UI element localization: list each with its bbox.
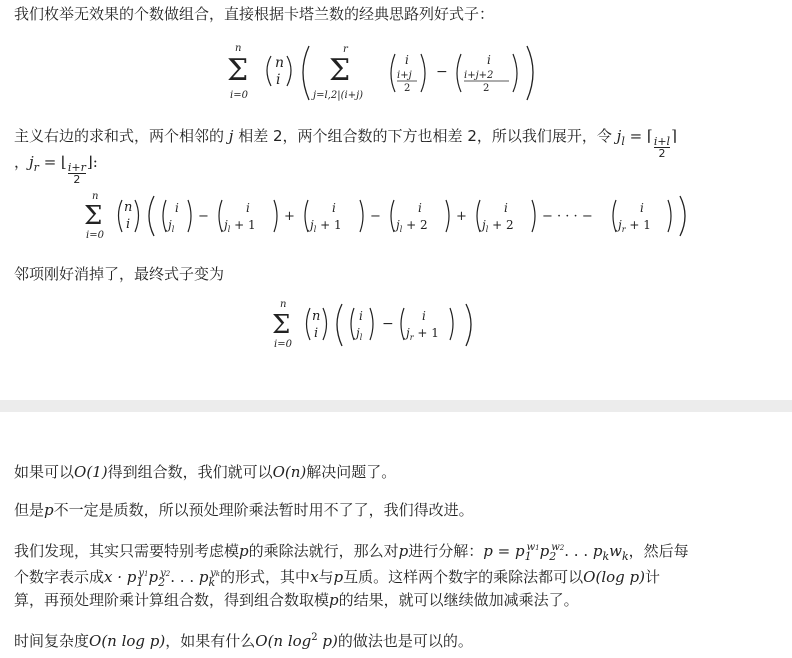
inner-sum-upper: r [343,44,348,55]
binom1-top: n [275,55,285,71]
binom3-num: i+j+2 [464,70,494,81]
term-paren-right [188,200,191,232]
binom-n: n [124,200,133,215]
prime-paragraph: 但是p不一定是质数，所以预处理阶乘法暂时用不了了，我们得改进。 [14,501,474,519]
inner-sum-lower: j=l,2|(i+j) [313,90,364,101]
term-paren-left [477,200,480,232]
binom3-top: i [487,53,491,67]
term-bottom: $j_l$ [168,218,175,234]
term-top: i [640,201,644,215]
term-paren-left [391,200,394,232]
binom3-n: n [312,309,321,324]
term-bottom: $j_l + 2$ [396,218,428,234]
sum3-upper: n [280,299,287,310]
term-operator: − · · · − [542,209,593,224]
term-top: i [246,201,250,215]
binom3-den: 2 [483,83,490,94]
term-bottom: $j_l + 1$ [310,218,342,234]
term-paren-right [668,200,671,232]
factorization-line-3: 算，再预处理阶乘计算组合数，得到组合数取模p的结果，就可以继续做加减乘法了。 [14,591,579,609]
term-top: i [175,201,179,215]
sum3-lower: i=0 [274,339,292,350]
binom1-bottom: i [276,72,281,88]
term-paren-right [532,200,535,232]
representation-formula: $x \cdot p_1^{y1}p_2^{y2}$. . . $p_k^{yk}$ [104,568,221,589]
formula-final-sum [270,298,510,350]
final-t1-bot: $j_l$ [356,326,363,342]
binom-i: i [126,217,131,232]
bottom-article-section [0,412,792,658]
factorization-line-2: 个数字表示成$x \cdot p_1^{y1}p_2^{y2}$. . . $p_k^{yk}$的形式，其中x与p互质。这样两个数字的乘除法都可以O(log p)计 [14,568,660,589]
nlog2p: O(n $\log^2 p$) [255,632,338,650]
term-paren-left [613,200,616,232]
term-operator: + [284,209,295,224]
term-operator: − [198,209,209,224]
final-t1-top: i [359,309,363,323]
inner-sigma: Σ [329,53,351,88]
term-paren-right [360,200,363,232]
term-paren-left [163,200,166,232]
cancel-paragraph: 邻项刚好消掉了，最终式子变为 [14,265,225,283]
term-bottom: $j_r + 1$ [618,218,651,234]
term-bottom: $j_l + 2$ [482,218,514,234]
minus-sign: − [436,64,448,80]
sum2-sigma: Σ [84,201,103,231]
binom3-i: i [314,326,319,341]
sum3-sigma: Σ [272,310,291,340]
term-top: i [504,201,508,215]
term-top: i [332,201,336,215]
binom2-den: 2 [404,83,411,94]
term-paren-right [274,200,277,232]
sum-upper: n [235,43,242,54]
sum2-lower: i=0 [86,230,104,240]
expanded-terms [163,200,671,234]
factorization-formula: $p = p_1^{w1}p_2^{w2}$. . . $p_kw_k$ [483,542,629,563]
intro-paragraph: 我们枚举无效果的个数做组合，直接根据卡塔兰数的经典思路列好式子： [14,5,495,23]
time-complexity-paragraph: 时间复杂度O(n log p)，如果有什么O(n $\log^2 p$)的做法也是可以的。 [14,632,473,650]
expansion-paragraph: 主义右边的求和式，两个相邻的 j 相差 2，两个组合数的下方也相差 2，所以我们展开，令 $j_l$ = ⌈ $\frac{i+l}{2}$ ⌉ [14,127,677,160]
term-top: i [418,201,422,215]
sum-sigma: Σ [227,53,249,88]
term-paren-left [219,200,222,232]
final-t2-top: i [422,309,426,323]
final-t2-bot: $j_r + 1$ [406,326,439,342]
factorization-line-1: 我们发现，其实只需要特别考虑模p的乘除法就行，那么对p进行分解：$p = p_1^{w1}p_2^{w2}$. . . $p_kw_k$，然后每 [14,542,689,563]
complexity-paragraph-1: 如果可以O(1)得到组合数，我们就可以O(n)解决问题了。 [14,463,397,481]
term-operator: + [456,209,467,224]
final-minus: − [382,316,394,332]
term-operator: − [370,209,381,224]
section-divider [0,400,792,412]
formula-catalan-sum [225,42,545,104]
term-paren-left [305,200,308,232]
term-bottom: $j_l + 1$ [224,218,256,234]
binom2-top: i [405,53,409,67]
binom2-num: i+j [397,70,412,81]
expansion-paragraph-line2: ，$j_r$ = ⌊ $\frac{i+r}{2}$ ⌋: [14,153,98,186]
sum2-upper: n [92,191,99,202]
term-paren-right [446,200,449,232]
sum-lower: i=0 [230,90,248,101]
formula-expanded-sum [82,190,692,240]
